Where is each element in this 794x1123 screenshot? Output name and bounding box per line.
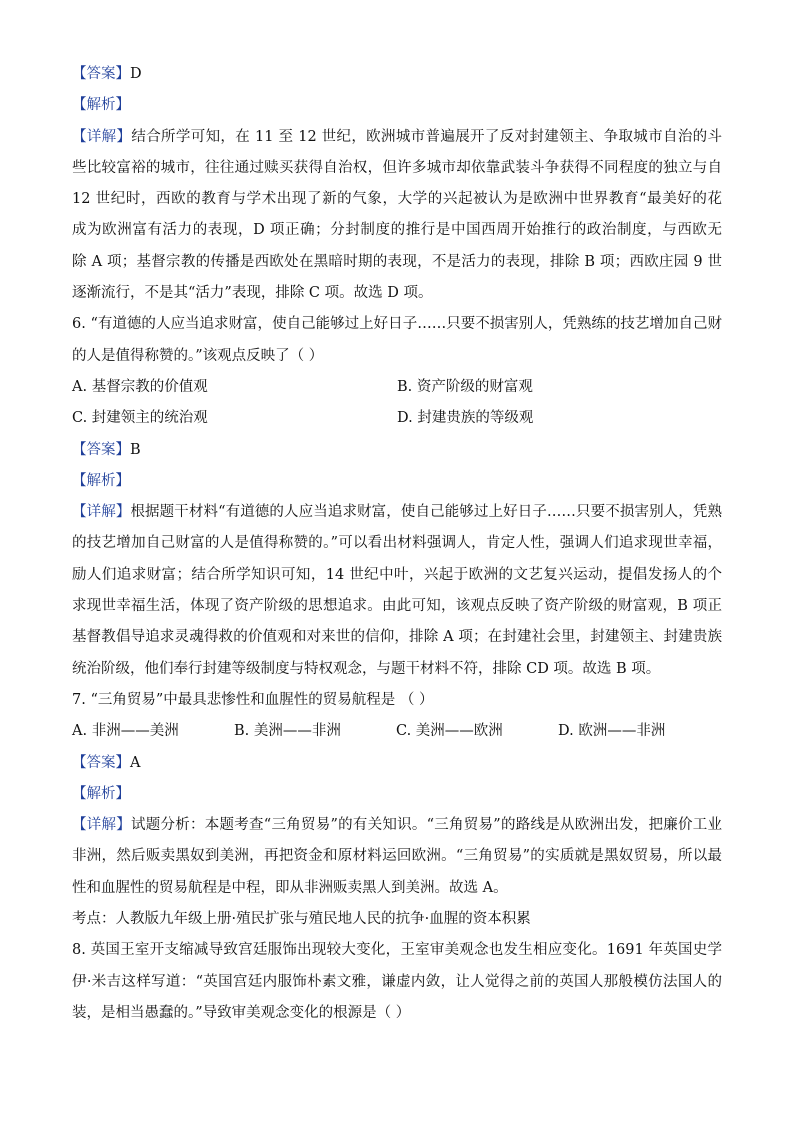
analysis-heading [72, 93, 722, 117]
detail-line: 统治阶级，他们奉行封建等级制度与特权观念，与题干材料不符，排除 CD 项。故选 B 项。 [72, 660, 661, 677]
detail-text: 根据题干材料“有道德的人应当追求财富，使自己能够过上好日子……只要不损害别人，凭熟 [130, 504, 722, 521]
detail-line: 成为欧洲富有活力的表现，D 项正确；分封制度的推行是中国西周开始推行的政治制度，与西欧无 [72, 222, 722, 239]
analysis-label: 【解析】 [72, 472, 130, 489]
option-d: D. 封建贵族的等级观 [397, 410, 534, 427]
exam-point-note: 考点：人教版九年级上册·殖民扩张与殖民地人民的抗争·血腥的资本积累 [72, 911, 531, 928]
detail-line: 逐渐流行，不是其“活力”表现，排除 C 项。故选 D 项。 [72, 285, 433, 302]
question-stem: 伊·米吉这样写道：“英国宫廷内服饰朴素文雅，谦虚内敛，让人觉得之前的英国人那般模仿法国人的 [72, 973, 722, 990]
detail-text: 试题分析：本题考查“三角贸易”的有关知识。“三角贸易”的路线是从欧洲出发，把廉价工业 [131, 817, 722, 834]
detail-text: 结合所学可知，在 11 至 12 世纪，欧洲城市普遍展开了反对封建领主、争取城市自治的斗 [131, 128, 722, 145]
question-stem: 8. 英国王室开支缩减导致宫廷服饰出现较大变化，王室审美观念也发生相应变化。1691 年英国史学 [72, 942, 722, 959]
answer-value: D [130, 66, 142, 82]
answer-value: B [130, 441, 141, 458]
analysis-label: 【解析】 [72, 97, 130, 114]
answer-line [72, 438, 722, 462]
detail-line: 求现世幸福生活，体现了资产阶级的思想追求。由此可知，该观点反映了资产阶级的财富观，B 项正 [72, 598, 722, 615]
answer-line [72, 62, 722, 86]
detail-line [72, 500, 722, 524]
detail-label: 【详解】 [72, 504, 131, 521]
option-row [72, 719, 722, 743]
detail-line: 非洲，然后贩卖黑奴到美洲，再把资金和原材料运回欧洲。“三角贸易”的实质就是黑奴贸易，所以最 [72, 848, 722, 865]
detail-label: 【详解】 [72, 128, 132, 145]
detail-line [72, 125, 722, 149]
detail-line: 性和血腥性的贸易航程是中程，即从非洲贩卖黑人到美洲。故选 A。 [72, 879, 508, 896]
option-a: A. 基督宗教的价值观 [72, 378, 208, 395]
detail-line: 的技艺增加自己财富的人是值得称赞的。”可以看出材料强调人，肯定人性，强调人们追求现世幸福， [72, 535, 722, 552]
question-stem: 6. “有道德的人应当追求财富，使自己能够过上好日子……只要不损害别人，凭熟练的技艺增加自己财 [72, 316, 722, 333]
option-b: B. 美洲——非洲 [234, 723, 341, 740]
document-page [72, 62, 722, 1032]
detail-line: 12 世纪时，西欧的教育与学术出现了新的气象，大学的兴起被认为是欧洲中世界教育“最美好的花 [72, 191, 722, 208]
detail-line [72, 813, 722, 837]
option-c: C. 美洲——欧洲 [396, 723, 503, 740]
option-row [72, 375, 722, 399]
option-a: A. 非洲——美洲 [72, 723, 179, 740]
question-stem: 的人是值得称赞的。”该观点反映了（ ） [72, 347, 324, 364]
answer-label: 【答案】 [72, 441, 130, 458]
option-d: D. 欧洲——非洲 [558, 723, 666, 740]
detail-line: 励人们追求财富；结合所学知识可知，14 世纪中叶，兴起于欧洲的文艺复兴运动，提倡发扬人的个 [72, 566, 722, 583]
analysis-heading [72, 469, 722, 493]
question-stem: 7. “三角贸易”中最具悲惨性和血腥性的贸易航程是 （ ） [72, 691, 434, 708]
option-c: C. 封建领主的统治观 [72, 410, 208, 427]
detail-line: 除 A 项；基督宗教的传播是西欧处在黑暗时期的表现，不是活力的表现，排除 B 项；西欧庄园 9 世 [72, 253, 722, 270]
answer-value: A [130, 754, 141, 771]
analysis-label: 【解析】 [72, 785, 130, 802]
answer-label: 【答案】 [72, 66, 130, 82]
detail-line: 基督教倡导追求灵魂得救的价值观和对来世的信仰，排除 A 项；在封建社会里，封建领主、封建贵族 [72, 629, 722, 646]
option-row [72, 406, 722, 430]
answer-label: 【答案】 [72, 754, 130, 771]
detail-line: 些比较富裕的城市，往往通过赎买获得自治权，但许多城市却依靠武装斗争获得不同程度的独立与自 [72, 159, 722, 176]
detail-label: 【详解】 [72, 817, 132, 834]
analysis-heading [72, 782, 722, 806]
question-stem: 装，是相当愚蠢的。”导致审美观念变化的根源是（ ） [72, 1004, 411, 1021]
answer-line [72, 751, 722, 775]
option-b: B. 资产阶级的财富观 [397, 378, 533, 395]
